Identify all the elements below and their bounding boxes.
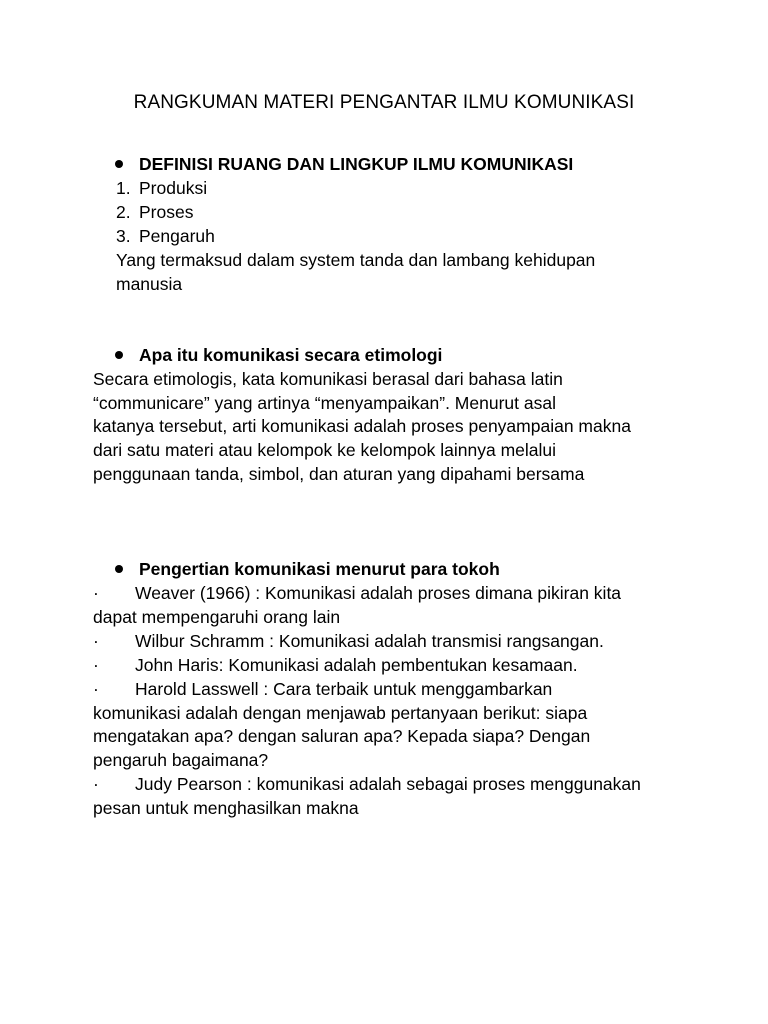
quote-entry-line: komunikasi adalah dengan menjawab pertanyaan berikut: siapa [93,703,588,723]
quote-entry-line: pesan untuk menghasilkan makna [93,798,359,818]
document-title: RANGKUMAN MATERI PENGANTAR ILMU KOMUNIKASI [133,92,635,113]
quote-entry-line: mengatakan apa? dengan saluran apa? Kepada siapa? Dengan [93,726,591,746]
section1-note-line: manusia [116,274,183,294]
list-item: Proses [139,202,194,222]
quote-entry-line: John Haris: Komunikasi adalah pembentukan kesamaan. [135,655,578,675]
list-item: Pengaruh [139,226,215,246]
paragraph-line: katanya tersebut, arti komunikasi adalah proses penyampaian makna [93,416,631,436]
middle-dot-icon: · [93,583,99,603]
section1-note-line: Yang termaksud dalam system tanda dan lambang kehidupan [116,250,596,270]
middle-dot-icon: · [93,774,99,794]
list-item-number: 3. [116,226,131,246]
section2-heading: Apa itu komunikasi secara etimologi [139,345,443,365]
paragraph-line: “communicare” yang artinya “menyampaikan”. Menurut asal [93,393,556,413]
middle-dot-icon: · [93,679,99,699]
quote-entry-line: Wilbur Schramm : Komunikasi adalah transmisi rangsangan. [135,631,604,651]
paragraph-line: penggunaan tanda, simbol, dan aturan yang dipahami bersama [93,464,585,484]
list-item: Produksi [139,178,208,198]
middle-dot-icon: · [93,631,99,651]
section3-heading: Pengertian komunikasi menurut para tokoh [139,559,500,579]
quote-entry-line: Harold Lasswell : Cara terbaik untuk menggambarkan [135,679,553,699]
paragraph-line: dari satu materi atau kelompok ke kelompok lainnya melalui [93,440,557,460]
quote-entry-line: Judy Pearson : komunikasi adalah sebagai proses menggunakan [135,774,641,794]
quote-entry-line: pengaruh bagaimana? [93,750,269,770]
bullet-icon [115,160,123,168]
bullet-icon [115,565,123,573]
quote-entry-line: Weaver (1966) : Komunikasi adalah proses dimana pikiran kita [135,583,622,603]
paragraph-line: Secara etimologis, kata komunikasi berasal dari bahasa latin [93,369,563,389]
quote-entry-line: dapat mempengaruhi orang lain [93,607,341,627]
section1-heading: DEFINISI RUANG DAN LINGKUP ILMU KOMUNIKASI [139,154,574,174]
middle-dot-icon: · [93,655,99,675]
bullet-icon [115,351,123,359]
list-item-number: 2. [116,202,131,222]
list-item-number: 1. [116,178,131,198]
